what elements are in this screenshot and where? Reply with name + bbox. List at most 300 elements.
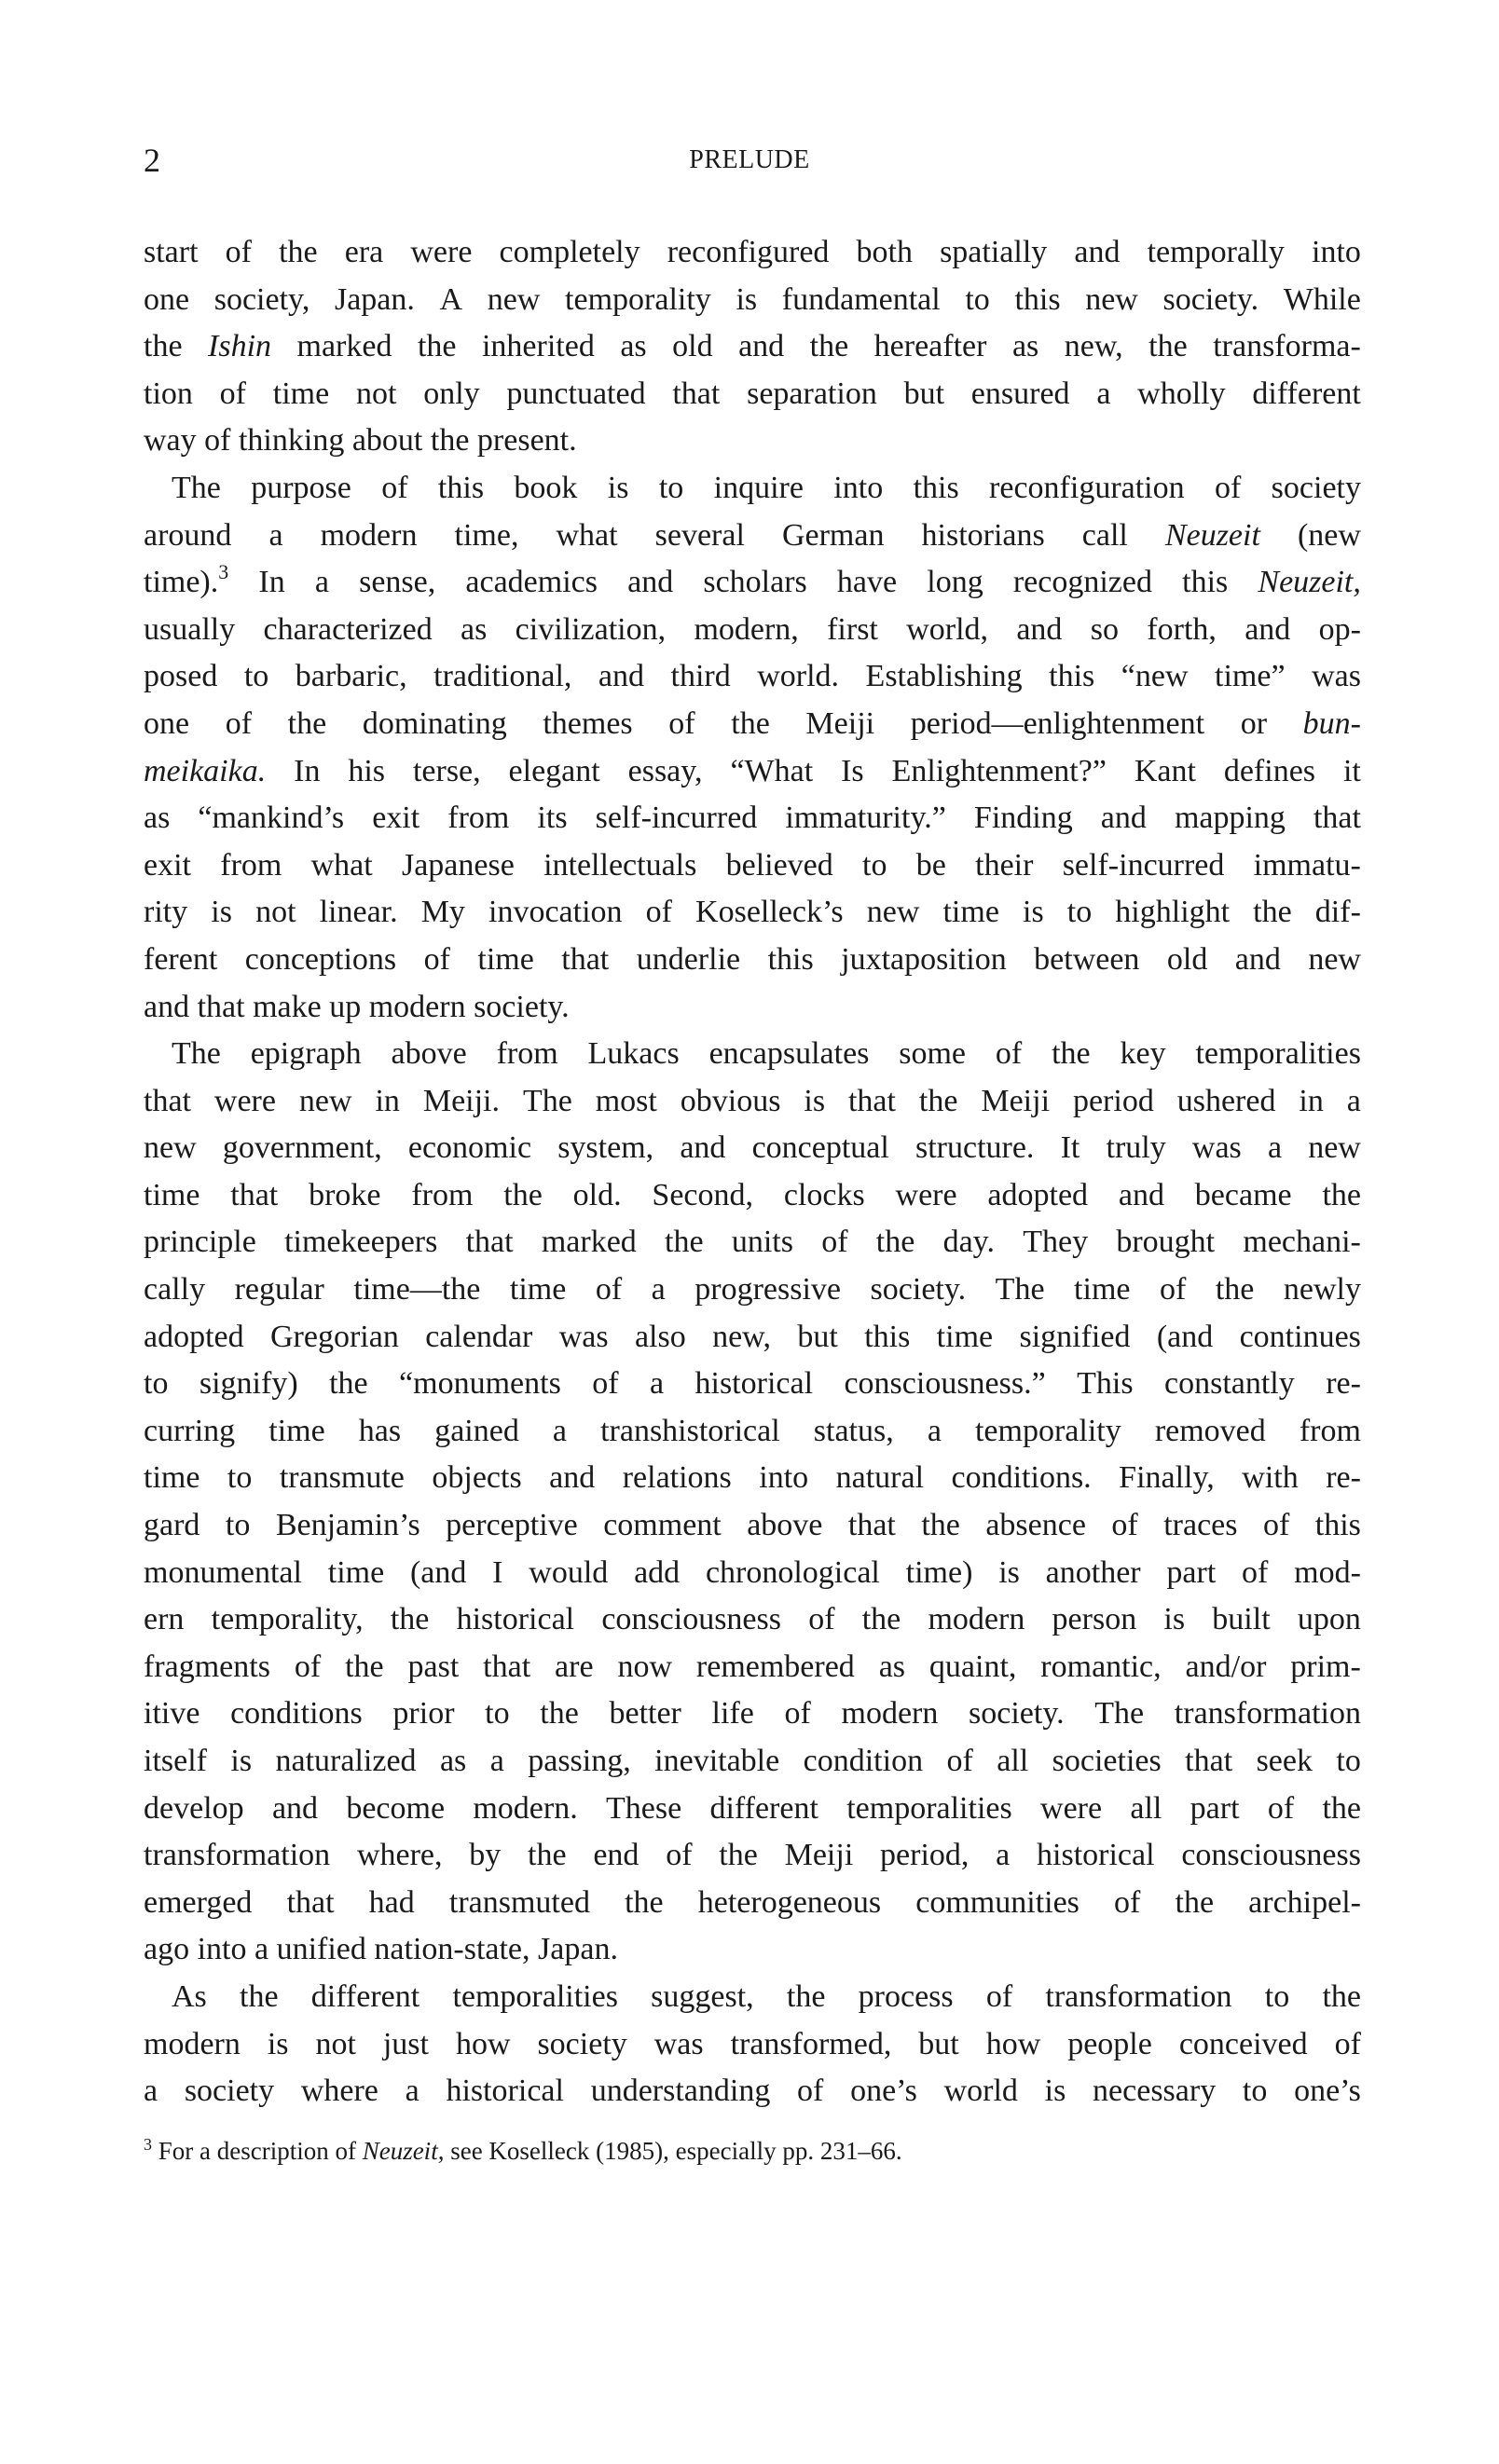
text: a [1346,1083,1361,1118]
text-line [144,1644,1361,1691]
text: into [833,470,884,505]
text: Benjamin’s [275,1508,420,1543]
text: This [1077,1366,1134,1402]
word [144,701,189,748]
text: principle [144,1225,256,1260]
word [1175,795,1286,842]
text: self-incurred [595,801,758,836]
text-line [144,1078,1361,1126]
text: quaint, [928,1649,1017,1684]
word [600,1408,780,1456]
text: about [351,423,423,459]
text: and [1016,611,1063,647]
word [433,653,571,701]
word [841,748,864,796]
word [846,1786,1012,1833]
word [695,889,844,937]
text: seek [1256,1744,1313,1778]
word [837,559,897,607]
text: thinking [238,423,345,459]
word [1322,1786,1361,1833]
text: cally [144,1272,206,1307]
text: modern. [473,1790,578,1826]
text: to [225,1508,251,1543]
text: was [1191,1130,1242,1166]
word [842,1691,939,1738]
word [287,1880,335,1927]
text: modern [320,517,418,553]
text: a [268,517,283,553]
text: the [921,1508,960,1543]
word [1101,795,1147,842]
word [251,465,351,513]
text: modern, [694,611,799,647]
text: life [711,1696,754,1732]
text: long [927,565,983,600]
text: historical [1037,1838,1155,1873]
word [144,2068,158,2115]
word [483,1644,530,1691]
word [449,1880,590,1927]
text: that [1185,1744,1233,1778]
word [1121,653,1189,701]
text: different [310,1978,420,2014]
text: the [731,705,770,741]
text: were [1040,1790,1103,1826]
text: of [668,705,695,741]
text: make [253,989,322,1024]
word [1245,607,1290,654]
word [879,1644,905,1691]
text: to [658,470,684,505]
text-line [144,1832,1361,1880]
text: self-incurred [1062,847,1225,883]
text: prior [392,1696,455,1732]
text: of [592,1366,619,1402]
text: call [1081,517,1128,553]
text: usually [144,611,236,647]
text: Lukacs [587,1036,680,1072]
text: that [144,1083,191,1118]
text: of [985,1978,1013,2014]
word [279,229,318,277]
word [254,1926,268,1974]
word [844,1361,1045,1408]
text: of [225,705,253,741]
word [1052,1596,1137,1644]
word [617,1644,672,1691]
word [226,701,252,748]
text: start [144,235,199,269]
text: the [1175,1884,1215,1920]
text: what [556,517,618,553]
word [1019,1314,1130,1362]
text: as [620,329,647,364]
text: as [1011,329,1039,364]
text: new [1308,941,1361,977]
paragraph [144,1974,1361,2115]
text: day. [942,1225,995,1260]
word [974,795,1073,842]
word [672,323,712,371]
text: marked [541,1225,637,1260]
text: historians [921,517,1045,553]
word [1294,2068,1361,2115]
word [561,937,609,984]
word [1016,607,1062,654]
text: consciousness [601,1602,781,1637]
text: the [1215,1272,1255,1307]
text: that [847,1083,896,1118]
text: is [1023,895,1044,930]
word [1215,465,1241,513]
text: its [537,801,568,836]
text: encapsulates [708,1036,870,1072]
word [1091,607,1119,654]
word [808,1596,834,1644]
word [1065,323,1123,371]
word [299,1078,352,1126]
text: era [344,235,384,269]
text: and [1118,1177,1164,1212]
word [309,1172,380,1220]
text-line [144,795,1361,842]
text: and [1234,941,1281,977]
word [592,1361,618,1408]
word [144,1219,256,1266]
word [1013,559,1152,607]
text: Second, [652,1177,753,1212]
text: gained [434,1413,519,1448]
text: (and [1156,1319,1214,1354]
text: a [1096,376,1111,411]
text: Is [841,753,864,788]
word [916,842,946,890]
word [646,889,672,937]
word [975,842,1033,890]
word [220,842,282,890]
word [329,984,361,1032]
word [804,1078,825,1126]
word [399,1361,561,1408]
word [1299,1078,1323,1126]
word [1115,889,1230,937]
text-line [144,2021,1361,2069]
text: this [864,1319,911,1354]
text: tion [144,376,193,411]
text: the [287,705,327,741]
text: reconfigured [667,235,830,269]
word [288,701,327,748]
word [747,371,877,418]
word [509,748,600,796]
text: is [230,1744,253,1778]
word [144,277,189,324]
word [874,323,987,371]
word [144,2021,241,2069]
word [565,277,711,324]
text: one [144,281,190,317]
word [1179,2021,1308,2069]
word [784,1172,865,1220]
word [251,1031,362,1078]
text: units [731,1225,793,1260]
text: and [738,329,785,364]
text: as [461,611,488,647]
text-line [144,1408,1361,1456]
word [731,701,770,748]
word [374,1926,529,1974]
text: of [821,1225,848,1260]
word [528,1738,631,1786]
word [927,559,983,607]
text: of [666,1838,693,1873]
word [198,984,245,1032]
word [1298,1596,1361,1644]
word [408,1125,531,1172]
text: the [144,329,183,364]
text: world, [906,611,989,647]
text: the [430,423,470,459]
text: transformation [1045,1978,1232,2014]
text: Enlightenment?” [891,753,1107,788]
italic-text: bun- [1302,705,1361,741]
word [297,323,392,371]
word [432,1455,521,1502]
word [172,465,221,513]
word [1165,513,1260,560]
word [1114,1880,1140,1927]
text: (new [1297,517,1361,553]
word [212,1596,364,1644]
text-line [144,1974,1361,2021]
text: inquire [713,470,804,505]
word [144,1314,244,1362]
word [144,1502,199,1550]
text-line [144,323,1361,371]
word [1347,1078,1361,1126]
text: several [654,517,745,553]
word [264,607,433,654]
text: structure. [915,1130,1035,1166]
text: but [918,2026,959,2061]
text: new [1085,281,1138,317]
text: into [759,1460,809,1496]
text: society [184,2074,275,2109]
word [244,653,268,701]
text: the [240,1978,279,2014]
text: wholly [1137,376,1226,411]
text: itself [144,1744,207,1778]
word [804,1738,923,1786]
text: the [786,1978,826,2014]
word [698,1880,881,1927]
text: condition [803,1744,924,1778]
word [1181,1832,1361,1880]
text: of [1267,1790,1295,1826]
word [876,1219,915,1266]
text: monumental [144,1554,302,1590]
text: that [286,1884,335,1920]
text: first [827,611,878,647]
word [706,1550,880,1597]
text: ushered [1176,1083,1276,1118]
text: the [719,1838,758,1873]
text: time [1074,1272,1131,1307]
text-line [144,653,1361,701]
text: into [1312,235,1361,269]
text: above [391,1036,467,1072]
word [1308,1125,1361,1172]
word [1063,842,1225,890]
text: by [469,1838,502,1873]
word [488,277,541,324]
word [440,277,463,324]
word [915,1125,1034,1172]
word [557,513,618,560]
text: barbaric, [295,659,407,694]
word [971,371,1070,418]
word [144,418,197,465]
text: end [593,1838,639,1873]
text: a [144,2074,158,2109]
text: unified [276,1932,366,1967]
text: be [915,847,946,883]
text: heterogeneous [697,1884,882,1920]
text: way [144,423,197,459]
text: remembered [695,1649,855,1684]
text: immatu- [1253,847,1361,883]
text: was [653,2026,704,2061]
word [871,1266,967,1314]
text: key [1120,1036,1166,1072]
text: transforma- [1213,329,1361,364]
word [144,1832,330,1880]
word [672,371,720,418]
word [1160,1266,1186,1314]
text: world [943,2074,1018,2109]
word [1040,1644,1161,1691]
text: suggest, [651,1978,754,2014]
text-line [144,1926,1361,1974]
text: where, [356,1838,443,1873]
word [540,1691,579,1738]
word [359,559,435,607]
text: gard [144,1508,200,1543]
word [172,1974,207,2021]
text: the [1322,1177,1361,1212]
word [1312,229,1361,277]
word [418,323,457,371]
word [1235,937,1281,984]
word [782,513,885,560]
text: a [552,1413,567,1448]
text: My [420,895,465,930]
text: purpose [251,470,351,505]
text: ago [144,1932,190,1967]
text: a [927,1413,942,1448]
word [1195,1172,1292,1220]
text-line [144,229,1361,277]
text: period—enlightenment [910,705,1205,741]
text: regular [234,1272,324,1307]
text: became [1194,1177,1292,1212]
text: society. [870,1272,967,1307]
word [423,1078,500,1126]
text: world. [757,659,840,694]
word [914,465,959,513]
word [1254,842,1361,890]
text: both [856,235,913,269]
text: from [496,1036,558,1072]
text: and [1074,235,1121,269]
text-line [144,1172,1361,1220]
text-line [144,1455,1361,1502]
word [1116,1219,1215,1266]
word [1085,277,1138,324]
text: society. [474,989,570,1024]
text: was [558,1319,609,1354]
text: The [172,470,221,505]
text: temporally [1147,235,1285,269]
word [862,842,887,890]
text: re- [1326,1366,1361,1402]
word [1284,277,1361,324]
word [456,2021,511,2069]
word [850,2068,917,2115]
word [461,607,487,654]
text: is [736,281,758,317]
word [226,229,252,277]
text: that [847,1508,896,1543]
word [1074,229,1120,277]
text: transformation [1174,1696,1361,1732]
word [268,2021,289,2069]
word [996,1832,1010,1880]
text: economic [407,1130,532,1166]
word [144,1596,184,1644]
word [1242,1455,1298,1502]
word [488,889,623,937]
word [596,1266,622,1314]
word [1147,607,1217,654]
text: time” [1215,659,1286,694]
text-line [144,1691,1361,1738]
text: a [489,1744,504,1778]
footnote-text-end: see Koselleck (1985), especially pp. 231–66. [444,2137,902,2165]
text: all [997,1744,1029,1778]
text: Meiji. [422,1083,501,1118]
word [1052,1738,1162,1786]
word [1137,371,1225,418]
word [1049,653,1094,701]
word [208,323,271,371]
text: conditions [230,1696,363,1732]
text: time [509,1272,567,1307]
word [245,937,396,984]
word [709,1786,818,1833]
text: essay, [627,753,703,788]
text: from [447,801,510,836]
text: a [1267,1130,1283,1166]
word [596,795,758,842]
word [623,1455,732,1502]
text: of [1242,1554,1269,1590]
text: how [985,2026,1041,2061]
text: civilization, [515,611,667,647]
word [523,1078,572,1126]
text: to [485,1696,510,1732]
